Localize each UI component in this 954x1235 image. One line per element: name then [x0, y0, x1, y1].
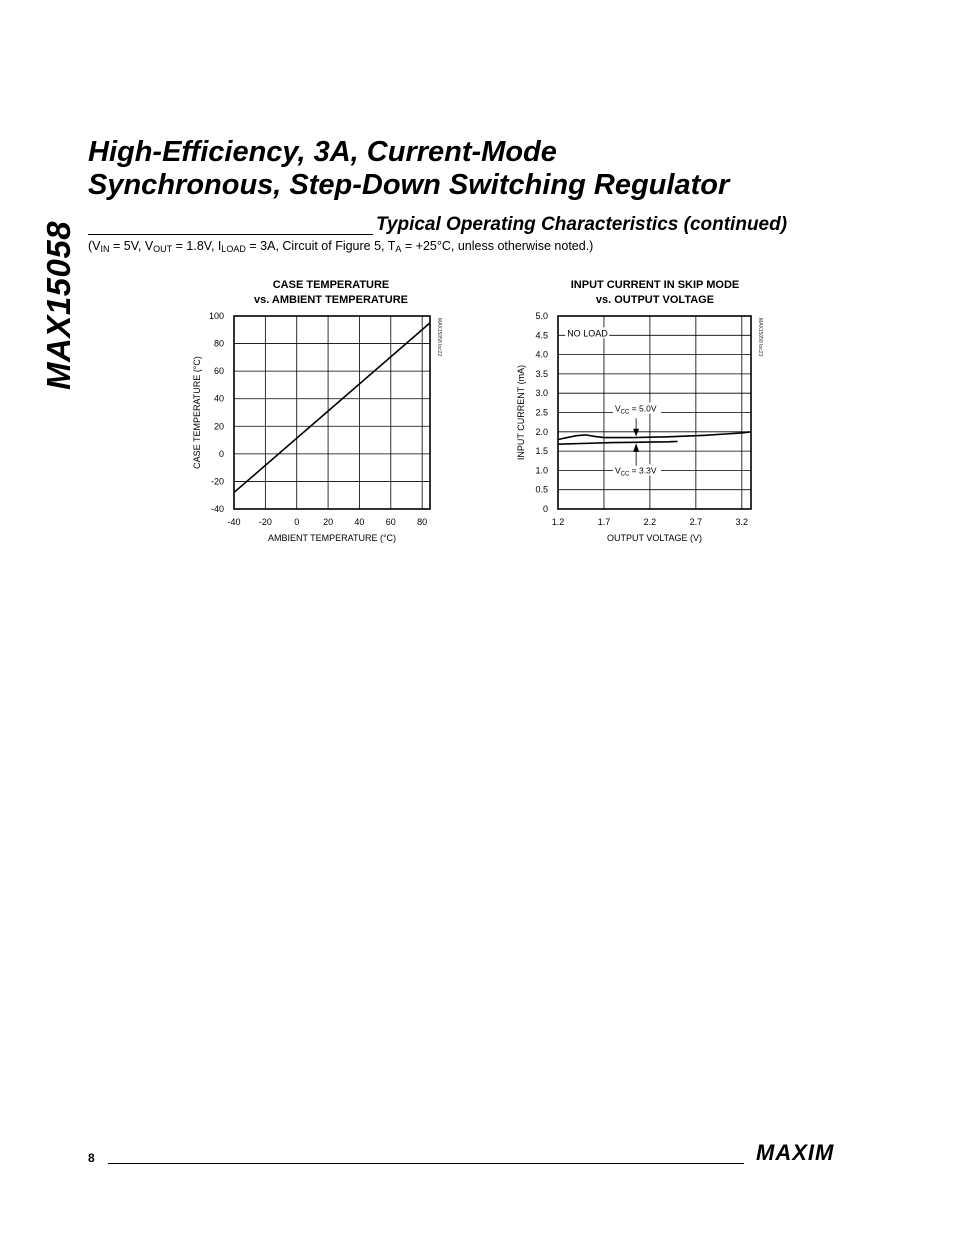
- chart2-vcc33-label: $V_{CC} = 3.3V$: [614, 465, 657, 478]
- page-number: 8: [88, 1151, 95, 1165]
- chart1-ytick-label: -40: [210, 504, 224, 514]
- chart1-xtick-label: 20: [323, 517, 334, 527]
- section-title: Typical Operating Characteristics (continued): [376, 214, 788, 235]
- chart2-title-line1: INPUT CURRENT IN SKIP MODE: [570, 279, 740, 291]
- chart1-ytick-label: 60: [213, 366, 224, 377]
- chart2-ytick-label: 4.5: [535, 330, 548, 341]
- chart2-ylabel: INPUT CURRENT (mA): [516, 364, 526, 461]
- chart2-series-1: [558, 441, 677, 444]
- side-part-number: MAX15058: [40, 220, 77, 390]
- chart2-ytick-label: 2.5: [535, 407, 548, 418]
- chart2-ytick-label: 5.0: [535, 311, 548, 321]
- chart2-xtick-label: 1.7: [597, 517, 611, 527]
- chart2-arrow-5v-head: [633, 429, 639, 437]
- chart1-ytick-label: 80: [213, 338, 224, 349]
- chart1-title: [230, 278, 432, 308]
- chart1-title-line1: CASE TEMPERATURE: [272, 279, 390, 291]
- chart1-xtick-label: 60: [385, 517, 396, 527]
- chart2-xtick-label: 3.2: [735, 517, 749, 527]
- chart2-xtick-label: 1.2: [551, 517, 565, 527]
- test-conditions: ($V_{IN} = 5V$, $V_{OUT} = 1.8V$, $I_{LOAD} = 3A$, Circuit of Figure 5, $T_A = +25^\circ C$, unless otherwise noted.): [88, 239, 594, 254]
- chart1-series-0: [234, 323, 430, 493]
- chart2-ytick-label: 0.5: [535, 484, 548, 495]
- chart2-ytick-label: 4.0: [535, 349, 548, 360]
- chart1-xtick-label: 0: [294, 517, 300, 527]
- maxim-logo: MAXIM: [756, 1140, 835, 1165]
- footer-rule: [108, 1163, 744, 1164]
- chart1-xtick-label: 40: [354, 517, 365, 527]
- chart1-frame: [234, 316, 430, 509]
- document-title: [88, 136, 729, 202]
- chart2-xlabel: OUTPUT VOLTAGE (V): [606, 533, 703, 543]
- chart1-ytick-label: 40: [213, 393, 224, 404]
- chart1-ytick-label: 20: [213, 421, 224, 432]
- chart2-ytick-label: 2.0: [535, 426, 548, 437]
- chart1-xlabel: AMBIENT TEMPERATURE (°C): [267, 533, 397, 543]
- chart1-xtick-label: -40: [227, 517, 241, 527]
- case-temp-chart: [180, 305, 450, 550]
- chart1-ytick-label: 0: [218, 448, 224, 459]
- chart2-xtick-label: 2.7: [689, 517, 703, 527]
- chart1-title-line2: vs. AMBIENT TEMPERATURE: [253, 294, 408, 306]
- title-line-1: High-Efficiency, 3A, Current-Mode: [88, 136, 557, 168]
- chart2-code: MAX15058 toc23: [757, 318, 763, 357]
- chart2-ytick-label: 0: [542, 504, 548, 514]
- chart2-series-0: [558, 432, 751, 440]
- input-current-chart: [505, 305, 775, 550]
- chart2-no-load-label: NO LOAD: [567, 328, 608, 339]
- title-line-2: Synchronous, Step-Down Switching Regulator: [88, 169, 730, 201]
- chart2-title-line2: vs. OUTPUT VOLTAGE: [595, 294, 715, 306]
- chart2-title: [556, 278, 754, 308]
- chart2-ytick-label: 3.5: [535, 368, 548, 379]
- chart2-ytick-label: 1.0: [535, 465, 548, 476]
- chart1-ytick-label: -20: [210, 476, 224, 487]
- chart2-arrow-33v-head: [633, 443, 639, 451]
- section-rule: [88, 234, 373, 235]
- chart1-code: MAX15058 toc22: [436, 318, 442, 357]
- chart1-ytick-label: 100: [208, 311, 224, 321]
- chart1-ylabel: CASE TEMPERATURE (°C): [192, 356, 202, 469]
- chart2-vcc5-label: $V_{CC} = 5.0V$: [614, 403, 657, 416]
- chart2-ytick-label: 3.0: [535, 388, 548, 399]
- chart2-ytick-label: 1.5: [535, 446, 548, 457]
- chart1-xtick-label: 80: [417, 517, 428, 527]
- chart1-xtick-label: -20: [258, 517, 272, 527]
- chart2-xtick-label: 2.2: [643, 517, 657, 527]
